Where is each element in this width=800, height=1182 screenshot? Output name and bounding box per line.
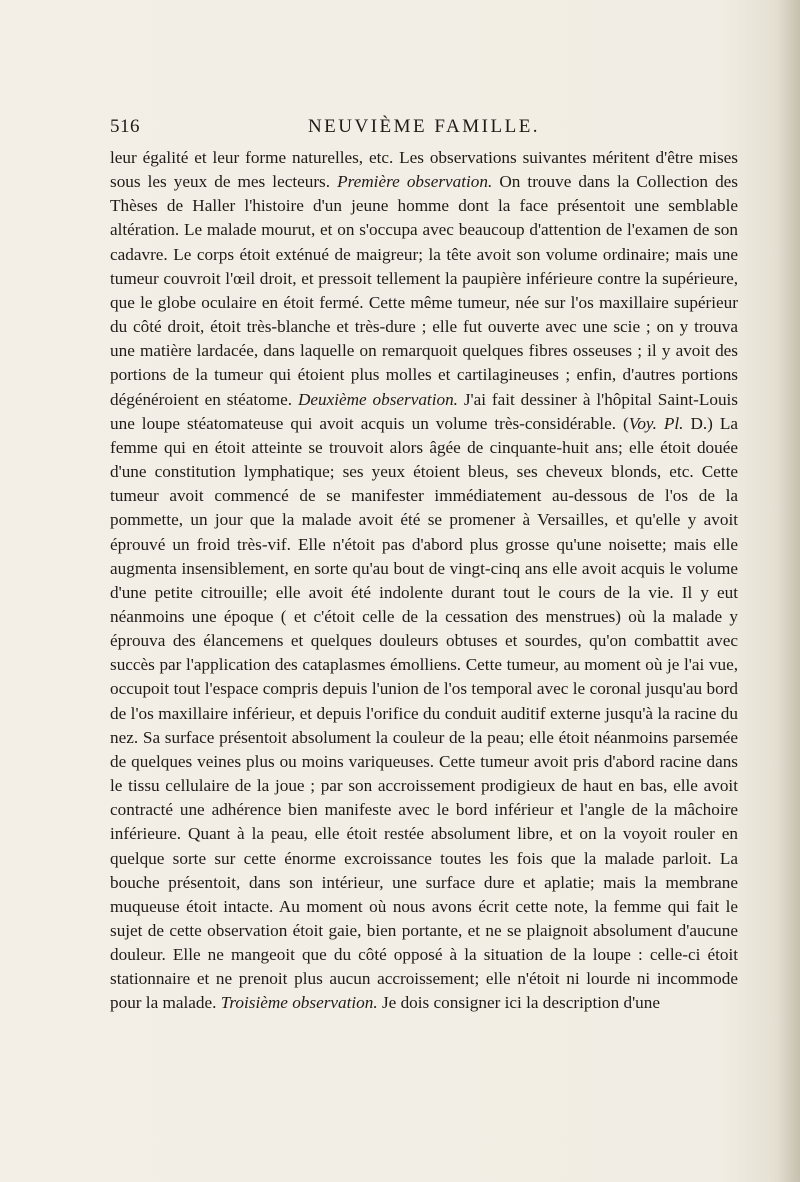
text-segment: D.) La femme qui en étoit atteinte se trouvoit alors âgée de cinquante-huit ans; elle étoit douée d'une constitution lymphatique; ses yeux étoient bleus, ses cheveux blonds, etc. Cette tumeur avoit commencé de se manifester immédiatement au-dessous de l'os de la pommette, un jour que la malade avoit été se promener à Versailles, et qu'elle y avoit éprouvé un froid très-vif. Elle n'étoit pas d'abord plus grosse qu'une noisette; mais elle augmenta insensiblement, en sorte qu'au bout de vingt-cinq ans elle avoit acquis le volume d'une petite citrouille; elle avoit été indolente durant tout le cours de la vie. Il y eut néanmoins une époque ( et c'étoit celle de la cessation des menstrues) où la malade y éprouva des élancemens et quelques douleurs obtuses et sourdes, qu'on combattit avec succès par l'application des cataplasmes émolliens. Cette tumeur, au moment où je l'ai vue, occupoit tout l'espace compris depuis l'union de l'os temporal avec le coronal jusqu'au bord de l'os maxillaire inférieur, et depuis l'orifice du conduit auditif externe jusqu'à la racine du nez. Sa surface présentoit absolument la couleur de la peau; elle étoit néanmoins parsemée de quelques veines plus ou moins variqueuses. Cette tumeur avoit pris d'abord racine dans le tissu cellulaire de la joue ; par son accroissement prodigieux de haut en bas, elle avoit contracté une adhérence bien manifeste avec le bord inférieur et l'angle de la mâchoire inférieure. Quant à la peau, elle étoit restée absolument libre, et on la voyoit rouler en quelque sorte sur cette énorme excroissance toutes les fois que la malade parloit. La bouche présentoit, dans son intérieur, une surface dure et aplatie; mais la membrane muqueuse étoit intacte. Au moment où nous avons écrit cette note, la femme qui fait le sujet de cette observation étoit gaie, bien portante, et ne se plaignoit absolument d'aucune douleur. Elle ne mangeoit que du côté opposé à la situation de la loupe : celle-ci étoit stationnaire et ne prenoit plus aucun accroissement; elle n'étoit ni lourde ni incommode pour la malade.	[110, 413, 739, 1013]
page-number: 516	[110, 116, 140, 137]
observation-heading-1: Première observation.	[337, 172, 493, 192]
running-head: NEUVIÈME FAMILLE.	[307, 116, 541, 137]
text-segment: leur égalité et leur forme naturelles, etc. Les observations suivantes méritent d'être mises sous les yeux de mes lecteurs.	[110, 148, 738, 192]
text-segment: Je dois consigner ici la description d'une	[377, 993, 660, 1013]
body-text	[110, 146, 738, 1016]
page-header	[110, 116, 738, 140]
plate-reference: Voy. Pl.	[628, 413, 684, 433]
observation-heading-3: Troisième observation.	[220, 993, 378, 1013]
text-segment: On trouve dans la Collection des Thèses de Haller l'histoire d'un jeune homme dont la face présentoit une semblable altération. Le malade mourut, et on s'occupa avec beaucoup d'attention de l'examen de son cadavre. Le corps étoit exténué de maigreur; la tête avoit son volume ordinaire; mais une tumeur couvroit l'œil droit, et pressoit tellement la paupière inférieure contre la supérieure, que le globe oculaire en étoit fermé. Cette même tumeur, née sur l'os maxillaire supérieur du côté droit, étoit très-blanche et très-dure ; elle fut ouverte avec une scie ; on y trouva une matière lardacée, dans laquelle on remarquoit quelques fibres osseuses ; il y avoit des portions de la tumeur qui étoient plus molles et cartilagineuses ; enfin, d'autres portions dégénéroient en stéatome.	[110, 172, 738, 409]
text-segment: J'ai fait dessiner à l'hôpital Saint-Louis une loupe stéatomateuse qui avoit acquis un volume très-considérable. (	[110, 389, 738, 433]
observation-heading-2: Deuxième observation.	[297, 389, 458, 409]
page-edge-shadow	[778, 0, 800, 1182]
